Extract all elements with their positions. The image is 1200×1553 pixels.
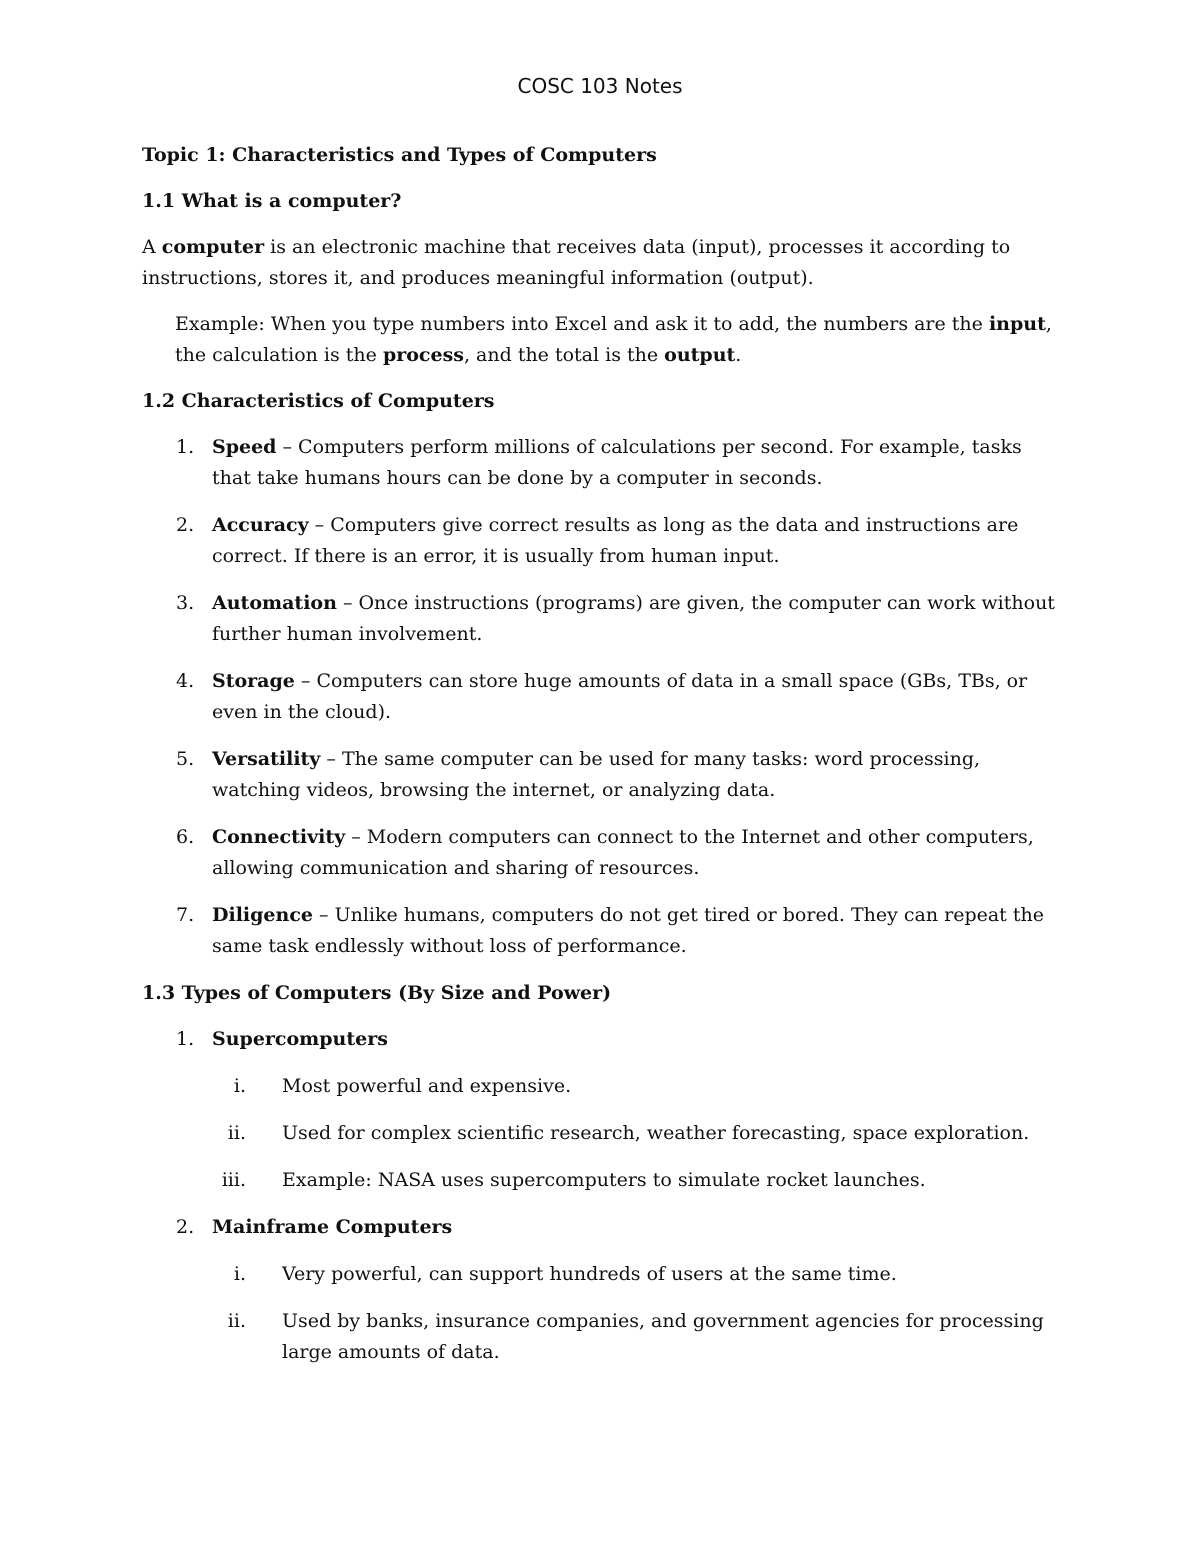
sub-list-text: Used by banks, insurance companies, and government agencies for processing large amounts of data. [282,1310,1044,1363]
list-number: 5. [176,748,195,770]
list-number: 2. [176,514,195,536]
characteristic-term: Speed [212,436,277,458]
roman-numeral: i. [233,1075,246,1097]
sub-list-item [142,1306,1062,1368]
list-item [142,510,1062,572]
list-number: 3. [176,592,195,614]
characteristic-term: Versatility [212,748,321,770]
sub-list-item [142,1259,1062,1290]
document-content [142,140,1062,1368]
characteristic-text: – Computers give correct results as long as the data and instructions are correct. If there is an error, it is usually from human input. [212,514,1019,567]
list-number: 2. [176,1216,195,1238]
list-item [142,744,1062,806]
characteristic-term: Automation [212,592,337,614]
types-list [142,1024,1062,1368]
type-heading-mainframe [142,1212,1062,1243]
section-heading-1-2: 1.2 Characteristics of Computers [142,390,495,412]
sub-list-item [142,1118,1062,1149]
sub-list-text: Used for complex scientific research, weather forecasting, space exploration. [282,1122,1030,1144]
term-input: input [988,313,1046,335]
characteristic-term: Accuracy [212,514,309,536]
list-item [142,588,1062,650]
roman-numeral: iii. [221,1169,246,1191]
section-heading-1-3: 1.3 Types of Computers (By Size and Power) [142,982,612,1004]
sub-list-text: Most powerful and expensive. [282,1075,572,1097]
sub-list-text: Very powerful, can support hundreds of users at the same time. [282,1263,897,1285]
characteristic-text: – Computers perform millions of calculations per second. For example, tasks that take humans hours can be done by a computer in seconds. [212,436,1022,489]
list-item [142,666,1062,728]
computer-definition: A computer is an electronic machine that receives data (input), processes it according to instructions, stores it, and produces meaningful information (output). [142,236,1011,289]
term-process: process [382,344,464,366]
characteristic-term: Storage [212,670,295,692]
list-item [142,822,1062,884]
roman-numeral: i. [233,1263,246,1285]
example-paragraph: Example: When you type numbers into Excel and ask it to add, the numbers are the input, the calculation is the process, and the total is the output. [175,313,1052,366]
topic-heading: Topic 1: Characteristics and Types of Computers [142,144,657,166]
characteristic-text: – Computers can store huge amounts of data in a small space (GBs, TBs, or even in the cloud). [212,670,1028,723]
term-computer: computer [161,236,265,258]
type-name: Supercomputers [212,1028,388,1050]
list-item [142,432,1062,494]
type-name: Mainframe Computers [212,1216,453,1238]
term-output: output [664,344,736,366]
characteristic-term: Diligence [212,904,313,926]
characteristic-term: Connectivity [212,826,346,848]
characteristic-text: – Once instructions (programs) are given, the computer can work without further human involvement. [212,592,1055,645]
document-title: COSC 103 Notes [517,74,683,98]
sub-list-text: Example: NASA uses supercomputers to simulate rocket launches. [282,1169,926,1191]
list-number: 4. [176,670,195,692]
list-item [142,900,1062,962]
characteristic-text: – The same computer can be used for many tasks: word processing, watching videos, browsing the internet, or analyzing data. [212,748,981,801]
list-number: 7. [176,904,195,926]
list-number: 1. [176,436,195,458]
type-heading-supercomputers [142,1024,1062,1055]
roman-numeral: ii. [227,1310,246,1332]
list-number: 1. [176,1028,195,1050]
sub-list-item [142,1165,1062,1196]
sub-list-item [142,1071,1062,1102]
characteristics-list [142,432,1062,962]
list-number: 6. [176,826,195,848]
characteristic-text: – Modern computers can connect to the Internet and other computers, allowing communication and sharing of resources. [212,826,1034,879]
roman-numeral: ii. [227,1122,246,1144]
section-heading-1-1: 1.1 What is a computer? [142,190,402,212]
characteristic-text: – Unlike humans, computers do not get tired or bored. They can repeat the same task endlessly without loss of performance. [212,904,1044,957]
